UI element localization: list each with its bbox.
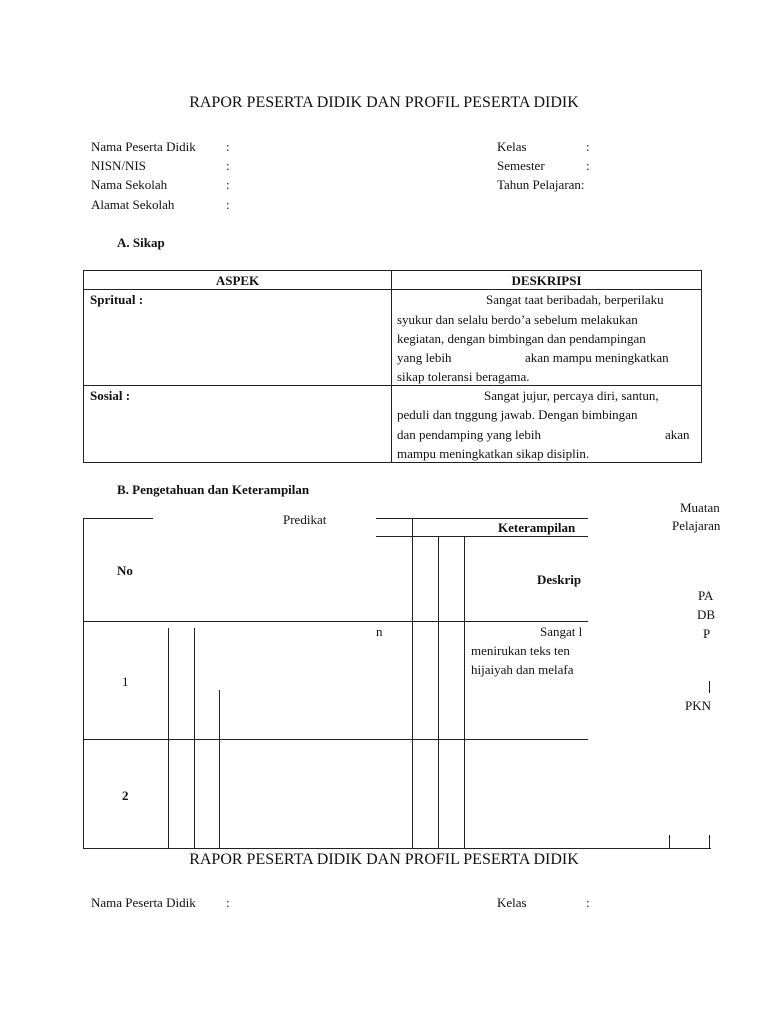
deskripsi-line: syukur dan selalu berdo’a sebelum melakukan (397, 312, 638, 327)
colon: : (226, 895, 230, 910)
aspek-sosial: Sosial : (90, 388, 131, 403)
side-muatan: Muatan (680, 500, 720, 515)
header-predikat: Predikat (283, 512, 327, 527)
header-keterampilan: Keterampilan (498, 520, 576, 535)
deskripsi-line: Sangat taat beribadah, berperilaku (486, 292, 664, 307)
table-border (194, 628, 195, 849)
row-number: 2 (122, 788, 129, 803)
side-pkn: PKN (685, 698, 712, 713)
header-deskripsi: DESKRIPSI (511, 273, 582, 288)
deskripsi-line: akan mampu meningkatkan (525, 350, 669, 365)
label-alamat-sekolah: Alamat Sekolah (91, 197, 175, 212)
table-border (83, 462, 702, 463)
side-pelajaran: Pelajaran (672, 518, 721, 533)
table-border (83, 289, 702, 290)
aspek-spiritual: Spritual : (90, 292, 144, 307)
colon: : (586, 895, 590, 910)
table-border (438, 536, 439, 849)
table-border (709, 681, 710, 693)
side-db: DB (697, 607, 716, 622)
label-nisn: NISN/NIS (91, 158, 146, 173)
deskripsi-line: yang lebih (397, 350, 452, 365)
colon: : (226, 158, 230, 173)
colon: : (226, 139, 230, 154)
cell-deskripsi-line: menirukan teks ten (471, 643, 570, 658)
label-semester: Semester (497, 158, 545, 173)
table-border (83, 518, 153, 519)
table-border (669, 835, 670, 849)
header-aspek: ASPEK (215, 273, 260, 288)
colon: : (586, 158, 590, 173)
table-border (412, 518, 413, 849)
table-border (709, 835, 710, 849)
table-border (83, 270, 702, 271)
table-border (376, 518, 588, 519)
side-pa: PA (698, 588, 714, 603)
cell-deskripsi-line: Sangat l (540, 624, 583, 639)
label-tahun-pelajaran: Tahun Pelajaran: (497, 177, 585, 192)
deskripsi-line: akan (665, 427, 690, 442)
table-border (391, 270, 392, 463)
side-p: P (703, 626, 711, 641)
deskripsi-line: peduli dan tnggung jawab. Dengan bimbingan (397, 407, 638, 422)
deskripsi-line: mampu meningkatkan sikap disiplin. (397, 446, 590, 461)
page-title: RAPOR PESERTA DIDIK DAN PROFIL PESERTA DIDIK (189, 94, 579, 111)
colon: : (226, 177, 230, 192)
deskripsi-line: Sangat jujur, percaya diri, santun, (484, 388, 659, 403)
cell-deskripsi-line: hijaiyah dan melafa (471, 662, 574, 677)
table-border (168, 628, 169, 849)
section-a-heading: A. Sikap (117, 235, 165, 250)
deskripsi-line: dan pendamping yang lebih (397, 427, 542, 442)
table-border (464, 536, 465, 849)
label-nama-peserta-didik: Nama Peserta Didik (91, 139, 196, 154)
deskripsi-line: kegiatan, dengan bimbingan dan pendampingan (397, 331, 646, 346)
header-no: No (117, 563, 133, 578)
section-b-heading: B. Pengetahuan dan Keterampilan (117, 482, 310, 497)
colon: : (586, 139, 590, 154)
label-nama-sekolah: Nama Sekolah (91, 177, 168, 192)
table-border (83, 270, 84, 463)
label-kelas: Kelas (497, 139, 527, 154)
row-number: 1 (122, 674, 129, 689)
label-nama-peserta-didik: Nama Peserta Didik (91, 895, 196, 910)
table-border (701, 270, 702, 463)
table-border (83, 848, 711, 849)
colon: : (226, 197, 230, 212)
table-border (376, 536, 588, 537)
table-border (83, 518, 84, 849)
table-border (83, 621, 588, 622)
repeat-page-title: RAPOR PESERTA DIDIK DAN PROFIL PESERTA DIDIK (189, 851, 579, 868)
header-deskripsi: Deskrip (537, 572, 582, 587)
label-kelas: Kelas (497, 895, 527, 910)
table-border (83, 739, 588, 740)
table-border (83, 385, 702, 386)
deskripsi-line: sikap toleransi beragama. (397, 369, 530, 384)
cell-fragment: n (376, 624, 383, 639)
table-border (219, 690, 220, 849)
